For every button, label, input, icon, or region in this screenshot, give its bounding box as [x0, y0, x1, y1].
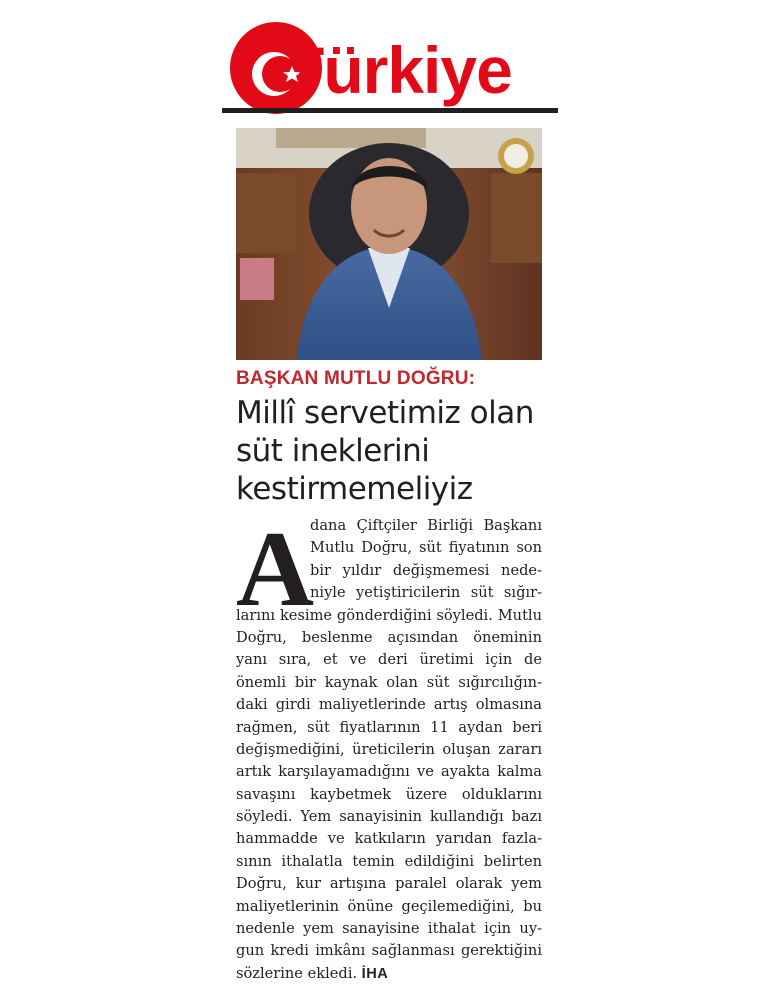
body-line: önemli bir kaynak olan süt sığırcılığın- — [236, 673, 542, 691]
body-line: bir yıldır değişmemesi nede- — [310, 561, 542, 579]
body-line: yanı sıra, et ve deri üretimi için de — [236, 651, 542, 669]
body-line: sının ithalatla temin edildiğini belirten — [236, 852, 542, 870]
body-line: savaşını kaybetmek üzere olduklarını — [236, 785, 542, 803]
body-line: niyle yetiştiricilerin süt sığır- — [310, 584, 542, 602]
body-line: gun kredi imkânı sağlanması gerektiğini — [236, 942, 542, 960]
headline-line: süt ineklerini — [236, 433, 430, 469]
masthead-title: Türkiye — [284, 33, 512, 107]
newspaper-clipping — [222, 20, 558, 982]
body-line: hammadde ve katkıların yarıdan fazla- — [236, 830, 542, 848]
body-line: değişmediğini, üreticilerin oluşan zararı — [236, 740, 542, 758]
headline-line: kestirmemeliyiz — [236, 471, 473, 507]
body-line: dana Çiftçiler Birliği Başkanı — [310, 517, 542, 534]
article-headline — [236, 394, 556, 508]
news-agency-source: İHA — [361, 965, 389, 982]
body-line: rağmen, süt fiyatlarının 11 aydan beri — [236, 718, 542, 736]
masthead — [222, 20, 558, 116]
body-line: söyledi. Yem sanayisinin kullandığı bazı — [236, 808, 542, 826]
body-line: daki girdi maliyetlerinde artış olmasına — [236, 696, 542, 714]
body-line: sözlerine ekledi. — [236, 964, 358, 982]
portrait-photo — [236, 128, 542, 360]
masthead-rule — [222, 108, 558, 113]
body-line: larını kesime gönderdiğini söyledi. Mutlu — [236, 606, 542, 624]
body-line: Doğru, beslenme açısından öneminin — [236, 628, 542, 646]
body-line: nedenle yem sanayisine ithalat için uy- — [236, 920, 542, 938]
body-line: maliyetlerinin önüne geçilemediğini, bu — [236, 897, 542, 915]
body-line: Doğru, kur artışına paralel olarak yem — [236, 875, 542, 893]
drop-cap: A — [236, 510, 314, 629]
article-body — [236, 510, 542, 985]
body-line: Mutlu Doğru, süt fiyatının son — [310, 539, 542, 557]
body-line: artık karşılayamadığını ve ayakta kalma — [236, 763, 542, 781]
body-line-last — [236, 963, 542, 985]
article-kicker: BAŞKAN MUTLU DOĞRU: — [236, 368, 476, 389]
headline-line: Millî servetimiz olan — [236, 395, 534, 431]
